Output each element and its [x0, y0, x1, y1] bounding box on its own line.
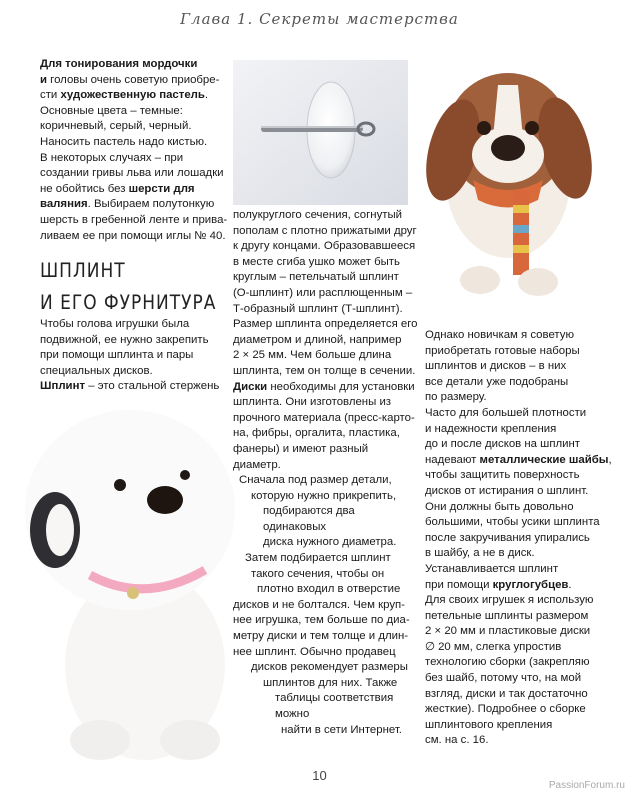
- text-line: прочного материала (пресс-карто-: [233, 411, 415, 424]
- text-line: петельные шплинты размером: [425, 609, 589, 622]
- text-line: Размер шплинта определяется его: [233, 318, 418, 331]
- text-line: Для своих игрушек я использую: [425, 594, 594, 607]
- text-line: диска нужного диаметра.: [263, 536, 397, 549]
- text-line: шплинта, тем он толще в сечении.: [233, 364, 416, 377]
- chapter-title: Глава 1. Секреты мастерства: [180, 10, 459, 28]
- text-line: таблицы соответствия можно: [275, 692, 394, 720]
- beagle-puppy-photo: [418, 30, 598, 310]
- text-line: (О-шплинт) или расплющенным –: [233, 286, 413, 299]
- text-column-cotter-details: полукруглого сечения, согнутый пополам с плотно прижатыми друг к другу концами. Образовавшееся в месте сгиба ушко может быть круглым – петельчатый шплинт (О-шплинт) или расплющенным – Т-образный шплинт (Т-шплинт). Размер шплинта определяется его диаметром и длиной, например 2 × 25 мм. Чем больше длина шплинта, тем он толще в сечении. Диски необходимы для установки шплинта. Они изготовлены из прочного материала (пресс-карто- на, фибры, оргалита, пластика, фанеры) и имеют разный диаметр. Сначала под размер детали, которую нужно прикрепить, подбираются два одинаковых диска нужного диаметра. Затем подбирается шплинт такого сечения, чтобы он плотно входил в отверстие дисков и не болтался. Чем круп- нее игрушка, тем больше по диа- метру диски и тем толще и длин- нее шплинт. Обычно продавец дисков рекомендует размеры шплинтов для них. Также таблицы соответствия можно найти в сети Интернет.: [233, 208, 418, 738]
- text-line: шплинта. Они изготовлены из: [233, 396, 392, 409]
- page-number: 10: [312, 768, 327, 783]
- text-line: дисков и не болтался. Чем круп-: [233, 598, 405, 611]
- text-line: 2 × 25 мм. Чем больше длина: [233, 349, 392, 362]
- text-line: Затем подбирается шплинт: [245, 552, 391, 565]
- text-line: в шайбу, а не в диск.: [425, 547, 535, 560]
- text-line: без шайб, потому что, на мой: [425, 672, 582, 685]
- text-line: до и после дисков на шплинт: [425, 438, 580, 451]
- text-line: пополам с плотно прижатыми друг: [233, 224, 417, 237]
- text-line: см. на с. 16.: [425, 734, 489, 747]
- text-line: после закручивания упирались: [425, 531, 590, 544]
- text-line: нее шплинт. Обычно продавец: [233, 645, 396, 658]
- text-line: шплинтов для них. Также: [263, 676, 398, 689]
- watermark: PassionForum.ru: [548, 780, 625, 791]
- section-heading: ШПЛИНТ И ЕГО ФУРНИТУРА: [40, 259, 217, 315]
- text-line: по размеру.: [425, 391, 487, 404]
- text-line: и надежности крепления: [425, 422, 557, 435]
- text-line: Сначала под размер детали,: [239, 474, 392, 487]
- text-column-cotter-intro: Чтобы голова игрушки была подвижной, ее нужно закрепить при помощи шплинта и пары специальных дисков. Шплинт – это стальной стержень: [40, 318, 220, 393]
- text-line: подбираются два одинаковых: [263, 505, 355, 533]
- text-line: такого сечения, чтобы он: [251, 567, 385, 580]
- text-line: чтобы защитить поверхность: [425, 469, 580, 482]
- text-line: метру диски и тем толще и длин-: [233, 630, 409, 643]
- text-line: Однако новичкам я советую: [425, 329, 574, 341]
- text-line: найти в сети Интернет.: [281, 723, 402, 736]
- text-line: большими, чтобы усики шплинта: [425, 516, 600, 529]
- text-column-intro: Для тонирования мордочки и головы очень советую приобре- сти художественную пастель. Основные цвета – темные: коричневый, серый, черный. Наносить пастель надо кистью. В некоторых случаях – при создании гривы льва или лошадки не обойтись без шерсти для валяния. Выбираем полутонкую шерсть в гребенной ленте и прива- ливаем ее при помощи иглы № 40.: [40, 58, 228, 242]
- text-line: жесткие). Подробнее о сборке: [425, 703, 586, 716]
- text-line: шплинтов и дисков – в них: [425, 360, 567, 373]
- text-line: которую нужно прикрепить,: [251, 489, 397, 502]
- text-line: полукруглого сечения, согнутый: [233, 209, 403, 221]
- cotter-pin-photo: [233, 60, 408, 205]
- text-line: технологию сборки (закрепляю: [425, 656, 590, 669]
- text-line: ∅ 20 мм, слегка упростив: [425, 640, 562, 653]
- text-line: круглым – петельчатый шплинт: [233, 271, 399, 284]
- white-dog-photo: [15, 395, 245, 770]
- text-line: все детали уже подобраны: [425, 375, 569, 388]
- text-line: Они должны быть довольно: [425, 500, 574, 513]
- text-line: дисков от истирания о шплинт.: [425, 484, 589, 497]
- text-column-tips: Однако новичкам я советую приобретать готовые наборы шплинтов и дисков – в них все детали уже подобраны по размеру. Часто для большей плотности и надежности крепления до и после дисков на шплинт надевают металлические шайбы, чтобы защитить поверхность дисков от истирания о шплинт. Они должны быть довольно большими, чтобы усики шплинта после закручивания упирались в шайбу, а не в диск. Устанавливается шплинт при помощи круглогубцев. Для своих игрушек я использую петельные шплинты размером 2 × 20 мм и пластиковые диски ∅ 20 мм, слегка упростив технологию сборки (закрепляю без шайб, потому что, на мой взгляд, диски и так достаточно жесткие). Подробнее о сборке шплинтового крепления см. на с. 16.: [425, 328, 625, 749]
- text-line: взгляд, диски и так достаточно: [425, 687, 588, 700]
- text-line: плотно входил в отверстие: [257, 583, 401, 596]
- text-line: фанеры) и имеют разный диаметр.: [233, 442, 369, 471]
- text-line: диаметром и длиной, например: [233, 333, 402, 346]
- text-line: к другу концами. Образовавшееся: [233, 240, 416, 253]
- text-line: Часто для большей плотности: [425, 406, 587, 419]
- text-line: нее игрушка, тем больше по диа-: [233, 614, 410, 627]
- text-line: Т-образный шплинт (Т-шплинт).: [233, 302, 403, 315]
- text-line: приобретать готовые наборы: [425, 344, 580, 357]
- text-line: на, фибры, оргалита, пластика,: [233, 427, 400, 440]
- text-line: в месте сгиба ушко может быть: [233, 255, 400, 268]
- text-line: 2 × 20 мм и пластиковые диски: [425, 625, 591, 638]
- text-line: Устанавливается шплинт: [425, 562, 559, 575]
- text-line: дисков рекомендует размеры: [251, 661, 408, 674]
- text-line: шплинтового крепления: [425, 718, 553, 731]
